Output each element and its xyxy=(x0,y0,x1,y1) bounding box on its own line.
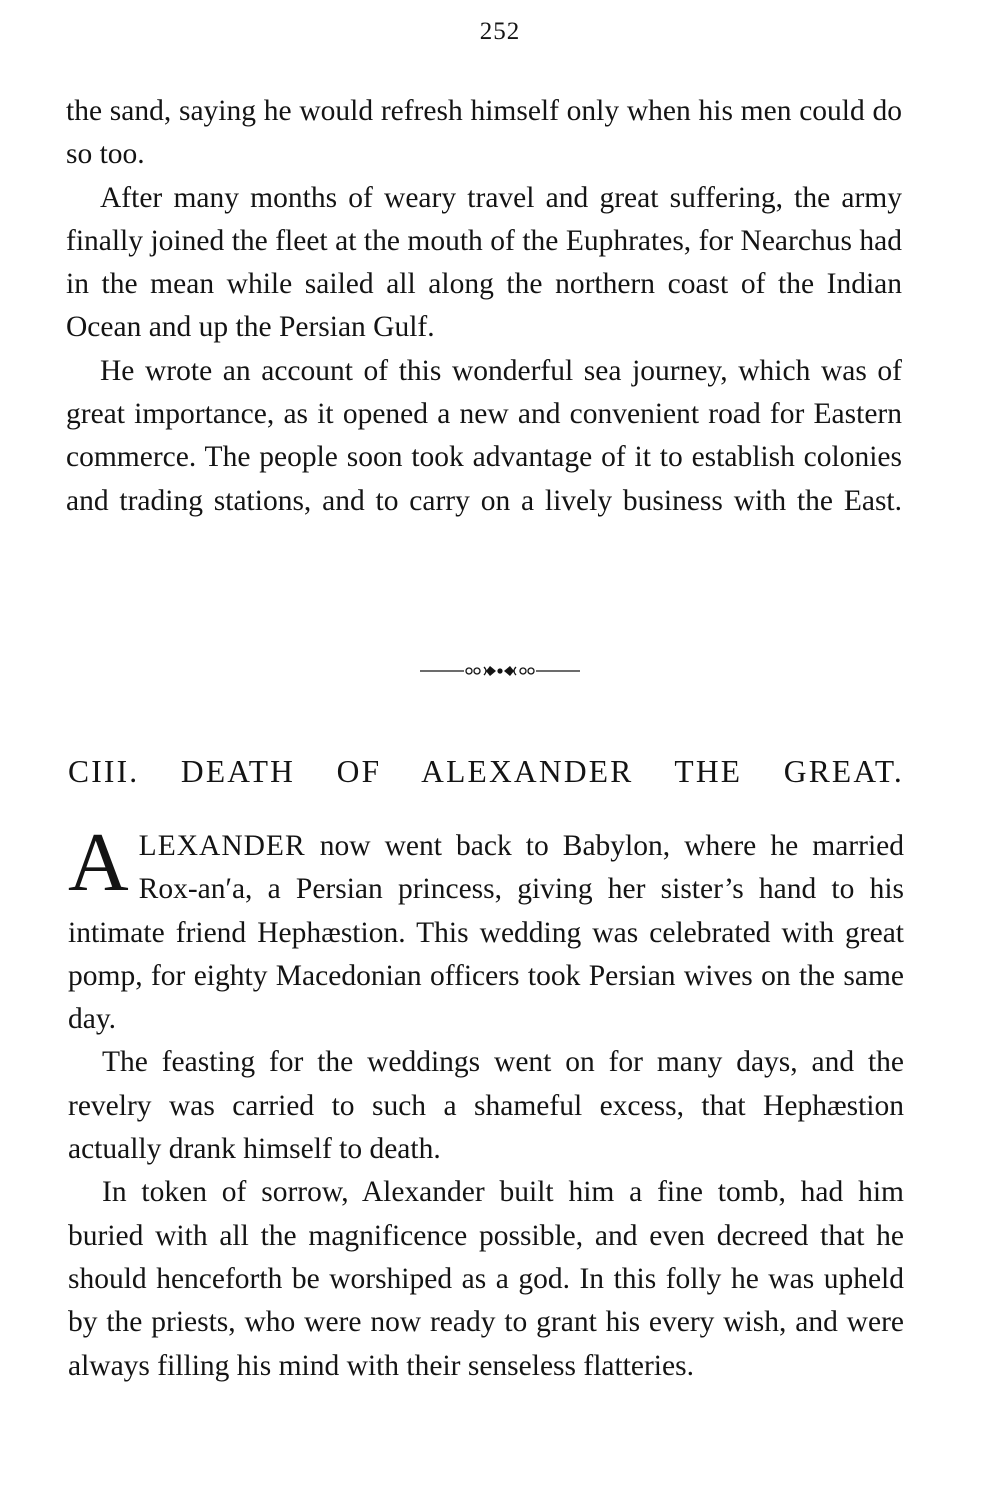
chapter-text xyxy=(68,816,904,1388)
paragraph-tomb: In token of sorrow, Alexander built him a fine tomb, had him buried with all the magnificence possible, and even decreed that he should henceforth be worshiped as a god. In this folly he was upheld by the priests, who were now ready to grant his every wish, and were always filling his mind with their senseless flatteries. xyxy=(68,1176,904,1382)
section-divider-ornament xyxy=(0,662,1000,685)
chapter-first-paragraph xyxy=(68,816,904,1041)
drop-cap: A xyxy=(68,816,129,909)
chapter-title: CIII. DEATH OF ALEXANDER THE GREAT. xyxy=(68,754,904,789)
first-paragraph-text: now went back to Babylon, where he married Rox-an′a, a Persian princess, giving her sister’s hand to his intimate friend Hephæstion. This wedding was celebrated with great pomp, for eighty Macedonian officers took Persian wives on the same day. xyxy=(68,830,904,1036)
first-word-small-caps: LEXANDER xyxy=(138,830,306,862)
page-number: 252 xyxy=(479,18,521,45)
previous-chapter-text xyxy=(66,90,902,523)
continued-paragraph: the sand, saying he would refresh himself only when his men could do so too. xyxy=(66,95,902,171)
paragraph-sea-journey: He wrote an account of this wonderful sea journey, which was of great importance, as it opened a new and convenient road for Eastern commerce. The people soon took advantage of it to establish colonies and trading stations, and to carry on a lively business with the East. xyxy=(66,354,902,517)
paragraph-journey: After many months of weary travel and great suffering, the army finally joined the fleet at the mouth of the Euphrates, for Nearchus had in the mean while sailed all along the northern coast of the Indian Ocean and up the Persian Gulf. xyxy=(66,181,902,344)
paragraph-feasting: The feasting for the weddings went on for many days, and the revelry was carried to such a shameful excess, that Hephæstion actually drank himself to death. xyxy=(68,1046,904,1166)
